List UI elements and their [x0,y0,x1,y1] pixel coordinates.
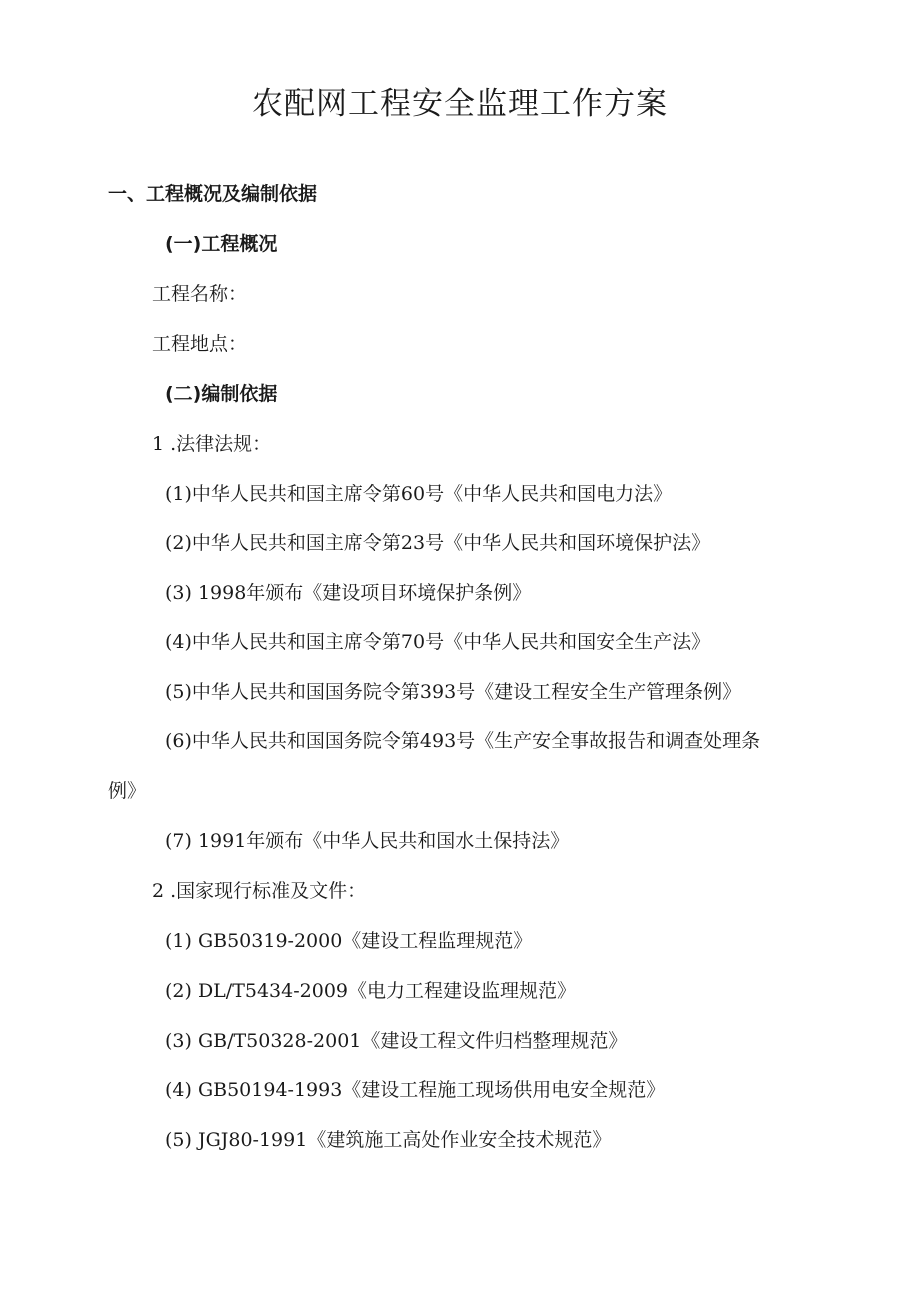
standard-item: (1) GB50319-2000《建设工程监理规范》 [165,930,533,952]
law-item: (6)中华人民共和国国务院令第493号《生产安全事故报告和调查处理条 [165,730,761,752]
standards-heading: 2 .国家现行标准及文件： [152,880,367,902]
project-location-label: 工程地点： [152,333,248,355]
standard-item: (2) DL/T5434-2009《电力工程建设监理规范》 [165,980,577,1002]
law-item: (7) 1991年颁布《中华人民共和国水土保持法》 [165,830,570,852]
law-item: (4)中华人民共和国主席令第70号《中华人民共和国安全生产法》 [165,631,711,653]
subsection-heading-overview: (一)工程概况 [165,233,278,255]
laws-heading: 1 .法律法规： [152,433,272,455]
law-item: (5)中华人民共和国国务院令第393号《建设工程安全生产管理条例》 [165,681,742,703]
standard-item: (5) JGJ80-1991《建筑施工高处作业安全技术规范》 [165,1129,612,1151]
document-title: 农配网工程安全监理工作方案 [252,86,668,122]
project-name-label: 工程名称： [152,283,248,305]
law-item: (3) 1998年颁布《建设项目环境保护条例》 [165,582,532,604]
subsection-heading-basis: (二)编制依据 [165,383,278,405]
standard-item: (4) GB50194-1993《建设工程施工现场供用电安全规范》 [165,1079,666,1101]
section-heading: 一、工程概况及编制依据 [108,183,318,205]
standard-item: (3) GB/T50328-2001《建设工程文件归档整理规范》 [165,1030,628,1052]
law-item: (2)中华人民共和国主席令第23号《中华人民共和国环境保护法》 [165,532,711,554]
law-item-continuation: 例》 [108,780,147,802]
law-item: (1)中华人民共和国主席令第60号《中华人民共和国电力法》 [165,483,673,505]
